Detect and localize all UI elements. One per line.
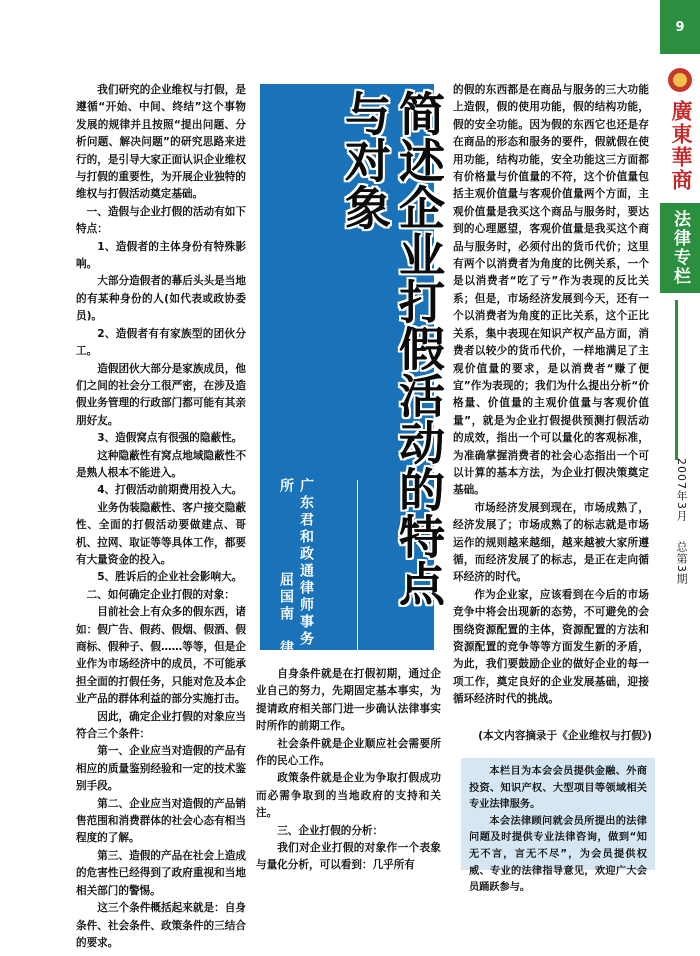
issue-info <box>673 458 689 599</box>
paragraph: 这种隐蔽性有窝点地域隐蔽性不是熟人根本不能进入。 <box>76 449 246 479</box>
paragraph: 第三、造假的产品在社会上造成的危害性已经得到了政府重视和当地相关部门的警惕。 <box>76 849 246 897</box>
logo-inner-icon <box>673 73 687 87</box>
section-heading: 三、企业打假的分析： <box>277 824 384 837</box>
paragraph: 政策条件就是企业为争取打假成功而必需争取到的当地政府的支持和关注。 <box>256 772 441 820</box>
section-heading: 一、造假与企业打假的活动有如下特点： <box>76 205 246 236</box>
article-column-3 <box>453 82 649 709</box>
paragraph: 我们研究的企业维权与打假，是遵循“开始、中间、终结”这个事物发展的规律并且按照“提出问题、分析问题、解决问题”的研究思路来进行的，是引导大家正面认识企业维权与打假的重要性，为开展企业独特的维权与打假活动奠定基础。 <box>76 84 246 201</box>
sub-heading: 1、造假者的主体身份有特殊影响。 <box>76 240 246 271</box>
issue-date: 2007年3月 <box>675 458 688 522</box>
issue-number: 总第3期 <box>675 540 688 585</box>
paragraph: 业务伪装隐蔽性、客户接交隐蔽性、全面的打假活动要做建点、哥机、拉网、取证等等具体工作，都要有大量资金的投入。 <box>76 501 246 566</box>
note-paragraph: 本会法律顾问就会员所提出的法律问题及时提供专业法律咨询，做到“知无不言，言无不尽”，为会员提供权威、专业的法律指导意见，欢迎广大会员踊跃参与。 <box>469 815 647 894</box>
paragraph: 因此，确定企业打假的对象应当符合三个条件： <box>76 710 246 741</box>
paragraph: 社会条件就是企业顺应社会需要所作的民心工作。 <box>256 737 441 768</box>
paragraph: 市场经济发展到现在，市场成熟了，经济发展了；市场成熟了的标志就是市场运作的规则越来越细，越来越被大家所遵循，而经济发展了的标志，是正在走向循环经济的时代。 <box>453 501 649 584</box>
sidebar-stripe <box>675 300 678 460</box>
note-paragraph: 本栏目为本会会员提供金融、外商投资、知识产权、大型项目等领域相关专业法律服务。 <box>469 766 647 811</box>
paragraph: 造假团伙大部分是家族成员，他们之间的社会分工很严密，在涉及造假业务管理的行政部门都可能有其亲朋好友。 <box>76 362 246 427</box>
paragraph: 第二、企业应当对造假的产品销售范围和消费群体的社会心态有相当程度的了解。 <box>76 797 246 845</box>
article-column-2 <box>256 666 441 875</box>
source-note: (本文内容摘录于《企业维权与打假》) <box>478 730 652 742</box>
sub-heading: 4、打假活动前期费用投入大。 <box>97 484 243 497</box>
sub-heading: 2、造假者有有家族型的团伙分工。 <box>76 327 246 358</box>
page-sidebar <box>660 0 700 956</box>
paragraph: 自身条件就是在打假初期，通过企业自己的努力，先期固定基本事实，为提请政府相关部门进一步确认法律事实时所作的前期工作。 <box>256 668 441 733</box>
sub-heading: 5、胜诉后的企业社会影响大。 <box>97 571 243 584</box>
author-organization: 广东君和政通律师事务所 <box>278 478 314 648</box>
paragraph: 大部分造假者的幕后头头是当地的有某种身份的人(如代表或政协委员)。 <box>76 275 246 323</box>
column-label: 法律专栏 <box>670 210 690 286</box>
magazine-brand: 廣東華商 <box>669 100 693 192</box>
paragraph: 这三个条件概括起来就是：自身条件、社会条件、政策条件的三结合的要求。 <box>76 902 246 949</box>
page-number: 9 <box>675 20 685 35</box>
article-column-1 <box>76 82 246 952</box>
title-panel <box>260 84 446 650</box>
section-heading: 二、如何确定企业打假的对象： <box>86 588 235 601</box>
sub-heading: 3、造假窝点有很强的隐蔽性。 <box>97 432 243 445</box>
column-note-box <box>461 758 655 894</box>
author-name: 屈国南 律师 <box>278 572 294 674</box>
paragraph: 的假的东西都是在商品与服务的三大功能上造假，假的使用功能，假的结构功能，假的安全功能。因为假的东西它也还是存在商品的形态和服务的要件，假就假在使用功能，结构功能，安全功能这三方面都有价格量与价值量的不符，这个价值量包括主观价值量与客观价值量两个方面，主观价值量是我买这个商品与服务时，要达到的心理愿望，客观价值量是我买这个商品与服务时，必须付出的货币代价；这里有两个以消费者为角度的比例关系，一个是以消费者“吃了亏”作为表现的反比关系；但是，市场经济发展到今天，还有一个以消费者为角度的正比关系，这个正比关系，集中表现在知识产权产品方面，消费者以较少的货币代价，一样地满足了主观价值量的要求，是以消费者“赚了便宜”作为表现的；我们为什么提出分析“价格量、价值量的主观价值量与客观价值量”，就是为企业打假提供预测打假活动的成效，指出一个可以量化的客观标准，为准确掌握消费者的社会心态指出一个可以计算的基本方法，为企业打假决策奠定基础。 <box>453 84 649 497</box>
paragraph: 我们对企业打假的对象作一个表象与量化分析，可以看到：几乎所有 <box>256 842 441 872</box>
paragraph: 作为企业家，应该看到在今后的市场竞争中将会出现新的态势，不可避免的会围绕资源配置的主体，资源配置的方法和资源配置的竞争等等方面发生新的矛盾，为此，我们要鼓励企业的做好企业的每一项工作，奠定良好的企业发展基础，迎接循环经济时代的挑战。 <box>453 588 649 706</box>
paragraph: 第一、企业应当对造假的产品有相应的质量鉴别经验和一定的技术鉴别手段。 <box>76 745 246 793</box>
paragraph: 目前社会上有众多的假东西，诸如：假广告、假药、假烟、假酒、假商标、假种子、假……等等，但是企业作为市场经济中的成员，不可能承担全面的打假任务，只能对危及本企业产品的群体利益的部分实施打击。 <box>76 606 246 706</box>
article-title: 简述企业打假活动的特点与对象 <box>338 90 446 607</box>
